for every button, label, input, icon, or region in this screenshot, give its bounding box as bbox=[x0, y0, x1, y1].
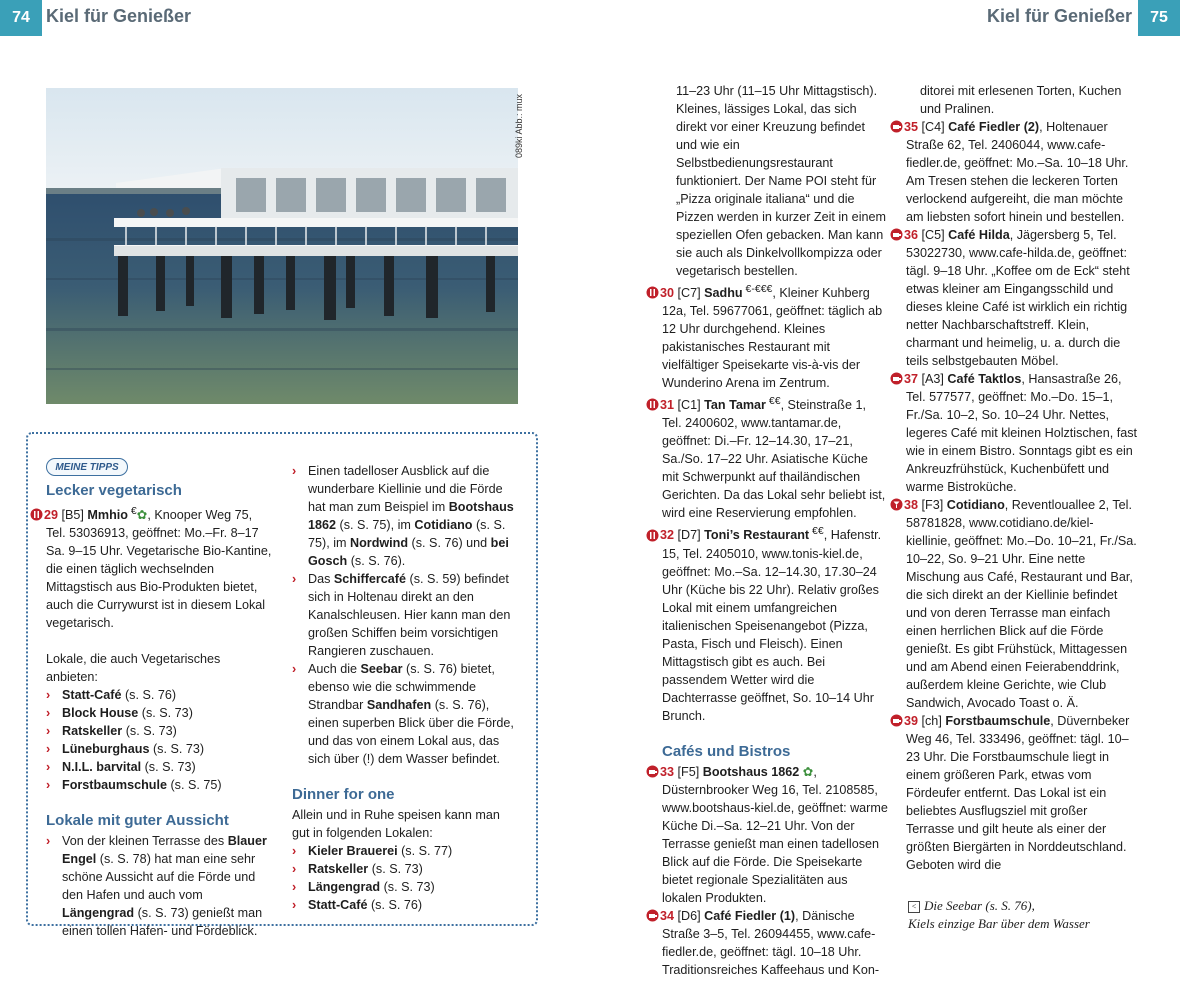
entry-33: 33 [F5] Bootshaus 1862 ✿, Düsternbrooker Weg 16, Tel. 2108585, www.bootshaus-kiel.de, geöffnet: warme Küche Di.–Sa. 12–21 Uhr. Von der Terrasse genießt man einen tadellosen Blick auf die Förde. Die Speisekarte bietet regionale Spezialitäten aus lokalen Produkten. bbox=[662, 763, 888, 907]
chevron-right-icon: › bbox=[292, 844, 297, 858]
continued-text: ditorei mit erlesenen Torten, Kuchen und Pralinen. bbox=[920, 84, 1122, 116]
entry-36: 36 [C5] Café Hilda, Jägersberg 5, Tel. 53022730, www.cafe-hilda.de, geöffnet: tägl. 9–18 Uhr. „Koffee om de Eck“ steht etwas kleiner am Eingangsschild und dieses kleine Café ist wirklich ein richtig netter Nachbarschaftstreff. Klein, charmant und heimelig, u. a. durch die teils selbstgebauten Möbel. bbox=[906, 226, 1138, 370]
chevron-right-icon: › bbox=[46, 742, 51, 757]
cafe-marker-icon bbox=[890, 714, 903, 727]
right-page-title: Kiel für Genießer bbox=[986, 6, 1132, 26]
list-item: › N.I.L. barvital (s. S. 73) bbox=[46, 760, 196, 775]
list-item: › Statt-Café (s. S. 76) bbox=[46, 688, 177, 703]
meine-tipps-badge: MEINE TIPPS bbox=[46, 458, 128, 476]
chevron-right-icon: › bbox=[46, 706, 51, 721]
right-page-column-2 bbox=[906, 82, 1138, 874]
dinner-heading: Dinner for one bbox=[292, 786, 395, 803]
list-item: › Auch die Seebar (s. S. 76) bietet, ebenso wie die schwimmende Strandbar Sandhafen (s. S. 76), einen superben Blick über die Förde, und das von einem Lokal aus, das sich über (!) dem Wasser befindet. bbox=[292, 662, 514, 766]
chevron-right-icon: › bbox=[46, 834, 51, 849]
chevron-right-icon: › bbox=[292, 662, 297, 676]
cafe-marker-icon bbox=[890, 372, 903, 385]
cafe-marker-icon bbox=[646, 765, 659, 778]
cafe-marker-icon bbox=[646, 909, 659, 922]
entry-30: 30 [C7] Sadhu €-€€€, Kleiner Kuhberg 12a, Tel. 59677061, geöffnet: täglich ab 12 Uhr durchgehend. Kleines pakistanisches Restaurant mit vielfältiger Speisekarte vis-à-vis der Wunderino Arena im Zentrum. bbox=[662, 280, 888, 392]
cafes-heading: Cafés und Bistros bbox=[662, 742, 791, 760]
list-item: › Lüneburghaus (s. S. 73) bbox=[46, 742, 205, 757]
list-item: › Längengrad (s. S. 73) bbox=[292, 880, 435, 894]
entry-35: 35 [C4] Café Fiedler (2), Holtenauer Straße 62, Tel. 2406044, www.cafe-fiedler.de, geöffnet: Mo.–Sa. 10–18 Uhr. Am Tresen stehen die leckeren Torten verlockend aufgereiht, die man möchte am liebsten sofort hinein und bestellen. bbox=[906, 118, 1138, 226]
list-item: › Ratskeller (s. S. 73) bbox=[46, 724, 177, 739]
right-page-column-1 bbox=[662, 82, 888, 979]
chevron-right-icon: › bbox=[292, 880, 297, 894]
dinner-intro: Allein und in Ruhe speisen kann man gut in folgenden Lokalen: bbox=[292, 808, 500, 840]
list-item: › Block House (s. S. 73) bbox=[46, 706, 193, 721]
photo-reference-icon: < bbox=[908, 901, 920, 913]
restaurant-marker-icon bbox=[646, 398, 659, 411]
seebar-photo bbox=[46, 88, 518, 404]
entry-37: 37 [A3] Café Taktlos, Hansastraße 26, Tel. 577577, geöffnet: Mo.–Do. 15–1, Fr./Sa. 10–2, So. 10–24 Uhr. Nettes, legeres Café mit kleinen Holztischen, fast wie in einem Bistro. Sonntags gibt es ein Ankreuzfrühstück, Kuchenbüfett und warme Bistroküche. bbox=[906, 370, 1138, 496]
chevron-right-icon: › bbox=[46, 724, 51, 739]
entry-29: 29 [B5] Mmhio €✿, Knooper Weg 75, Tel. 53036913, geöffnet: Mo.–Fr. 8–17 Sa. 9–15 Uhr. Vegetarische Bio-Kantine, die einen täglich wechselnden Mittagstisch aus Bio-Produkten bietet, auch die Currywurst ist in diesem Lokal vegetarisch. bbox=[46, 502, 272, 632]
list-item: › Einen tadelloser Ausblick auf die wunderbare Kiellinie und die Förde hat man zum Beispiel im Bootshaus 1862 (s. S. 75), im Cotidiano (s. S. 75), im Nordwind (s. S. 76) und bei Gosch (s. S. 76). bbox=[292, 464, 514, 568]
chevron-right-icon: › bbox=[46, 760, 51, 775]
view-heading: Lokale mit guter Aussicht bbox=[46, 812, 229, 830]
left-page-number: 74 bbox=[0, 0, 42, 36]
list-item: › Forstbaumschule (s. S. 75) bbox=[46, 778, 222, 793]
chevron-right-icon: › bbox=[292, 898, 297, 912]
entry-31: 31 [C1] Tan Tamar €€, Steinstraße 1, Tel. 2400602, www.tantamar.de, geöffnet: Di.–Fr. 12–14.30, 17–21, Sa./So. 17–22 Uhr. Asiatische Küche mit Schwerpunkt auf thailändischen Gerichten. Da das Lokal sehr beliebt ist, wird eine Reservierung empfohlen. bbox=[662, 392, 888, 522]
chevron-right-icon: › bbox=[292, 862, 297, 876]
vegetarian-leaf-icon: ✿ bbox=[136, 508, 148, 523]
list-item: › Statt-Café (s. S. 76) bbox=[292, 898, 423, 912]
list-item: › Ratskeller (s. S. 73) bbox=[292, 862, 423, 876]
list-item: › Von der kleinen Terrasse des Blauer Engel (s. S. 78) hat man eine sehr schöne Aussicht auf die Förde und den Hafen und auch vom Längengrad (s. S. 73) genießt man einen tollen Hafen- und Fördeblick. bbox=[46, 834, 267, 939]
chevron-right-icon: › bbox=[292, 464, 297, 478]
entry-39: 39 [ch] Forstbaumschule, Düvernbeker Weg 46, Tel. 333496, geöffnet: tägl. 10–23 Uhr. Die Forstbaumschule liegt in einem größeren Park, etwas vom Fördeufer entfernt. Das Lokal ist ein beliebtes Ausflugsziel mit großer Terrasse und gilt heute als einer der größten Biergärten in Norddeutschland. Geboten wird die bbox=[906, 712, 1138, 874]
entry-34: 34 [D6] Café Fiedler (1), Dänische Straße 3–5, Tel. 26094455, www.cafe-fiedler.de, geöffnet: tägl. 10–18 Uhr. Traditionsreiches Kaffeehaus und Kon- bbox=[662, 907, 888, 979]
list-item: › Kieler Brauerei (s. S. 77) bbox=[292, 844, 453, 858]
photo-credit: 089ki Abb.: mux bbox=[514, 93, 524, 158]
restaurant-marker-icon bbox=[646, 286, 659, 299]
chevron-right-icon: › bbox=[46, 688, 51, 703]
restaurant-marker-icon bbox=[646, 529, 659, 542]
cafe-marker-icon bbox=[890, 120, 903, 133]
clover-icon: ✿ bbox=[799, 764, 814, 779]
left-page-title: Kiel für Genießer bbox=[46, 6, 192, 26]
entry-32: 32 [D7] Toni’s Restaurant €€, Hafenstr. 15, Tel. 2405010, www.tonis-kiel.de, geöffnet: Mo.–Sa. 12–14.30, 17.30–24 Uhr (Küche bis 22 Uhr). Relativ großes Lokal mit einem umfangreichen italienischen Speisenangebot (Pizza, Pasta, Fisch und Fleisch). Einen Mittagstisch gibt es auch. Bei passendem Wetter wird die Dachterrasse geöffnet, So. 10–14 Uhr Brunch. bbox=[662, 522, 888, 724]
tips-left-column bbox=[46, 482, 272, 940]
veg-list-intro: Lokale, die auch Vegetarisches anbieten: bbox=[46, 652, 221, 685]
entry-38: 38 [F3] Cotidiano, Reventlouallee 2, Tel. 58781828, www.cotidiano.de/kiel-kiellinie, geöffnet: Mo.–Do. 10–21, Fr./Sa. 10–22, So. 9–21 Uhr. Eine nette Mischung aus Café, Restaurant und Bar, die sich direkt an der Kiellinie befindet und von deren Terrasse man einfach einen herrlichen Blick auf die Förde genießt. Es gibt Frühstück, Mittagessen und am Abend einen Feierabenddrink, außerdem kleine Gerichte, wie Club Sandwich, Avocado Toast o. Ä. bbox=[906, 496, 1138, 712]
right-page-number: 75 bbox=[1138, 0, 1180, 36]
restaurant-marker-icon bbox=[30, 508, 43, 521]
list-item: › Das Schiffercafé (s. S. 59) befindet sich in Holtenau direkt an den Kanalschleusen. Hier kann man den großen Schiffen beim vorsichtigen Rangieren zuschauen. bbox=[292, 572, 511, 658]
bar-marker-icon bbox=[890, 498, 903, 511]
photo-caption: < Die Seebar (s. S. 76), Kiels einzige Bar über dem Wasser bbox=[908, 898, 1090, 931]
chevron-right-icon: › bbox=[292, 572, 297, 586]
chevron-right-icon: › bbox=[46, 778, 51, 793]
tips-right-column bbox=[292, 462, 520, 914]
cafe-marker-icon bbox=[890, 228, 903, 241]
continued-text: 11–23 Uhr (11–15 Uhr Mittagstisch). Kleines, lässiges Lokal, das sich direkt vor einer Kreuzung befindet und wie ein Selbstbedienungsrestaurant funktioniert. Der Name POI steht für „Pizza originale italiana“ und die Pizzen werden in kurzer Zeit in einem speziellen Ofen gebacken. Man kann sie auch als Dinkelvollkompizza oder vegetarisch bestellen. bbox=[676, 84, 886, 278]
veg-heading: Lecker vegetarisch bbox=[46, 482, 182, 499]
